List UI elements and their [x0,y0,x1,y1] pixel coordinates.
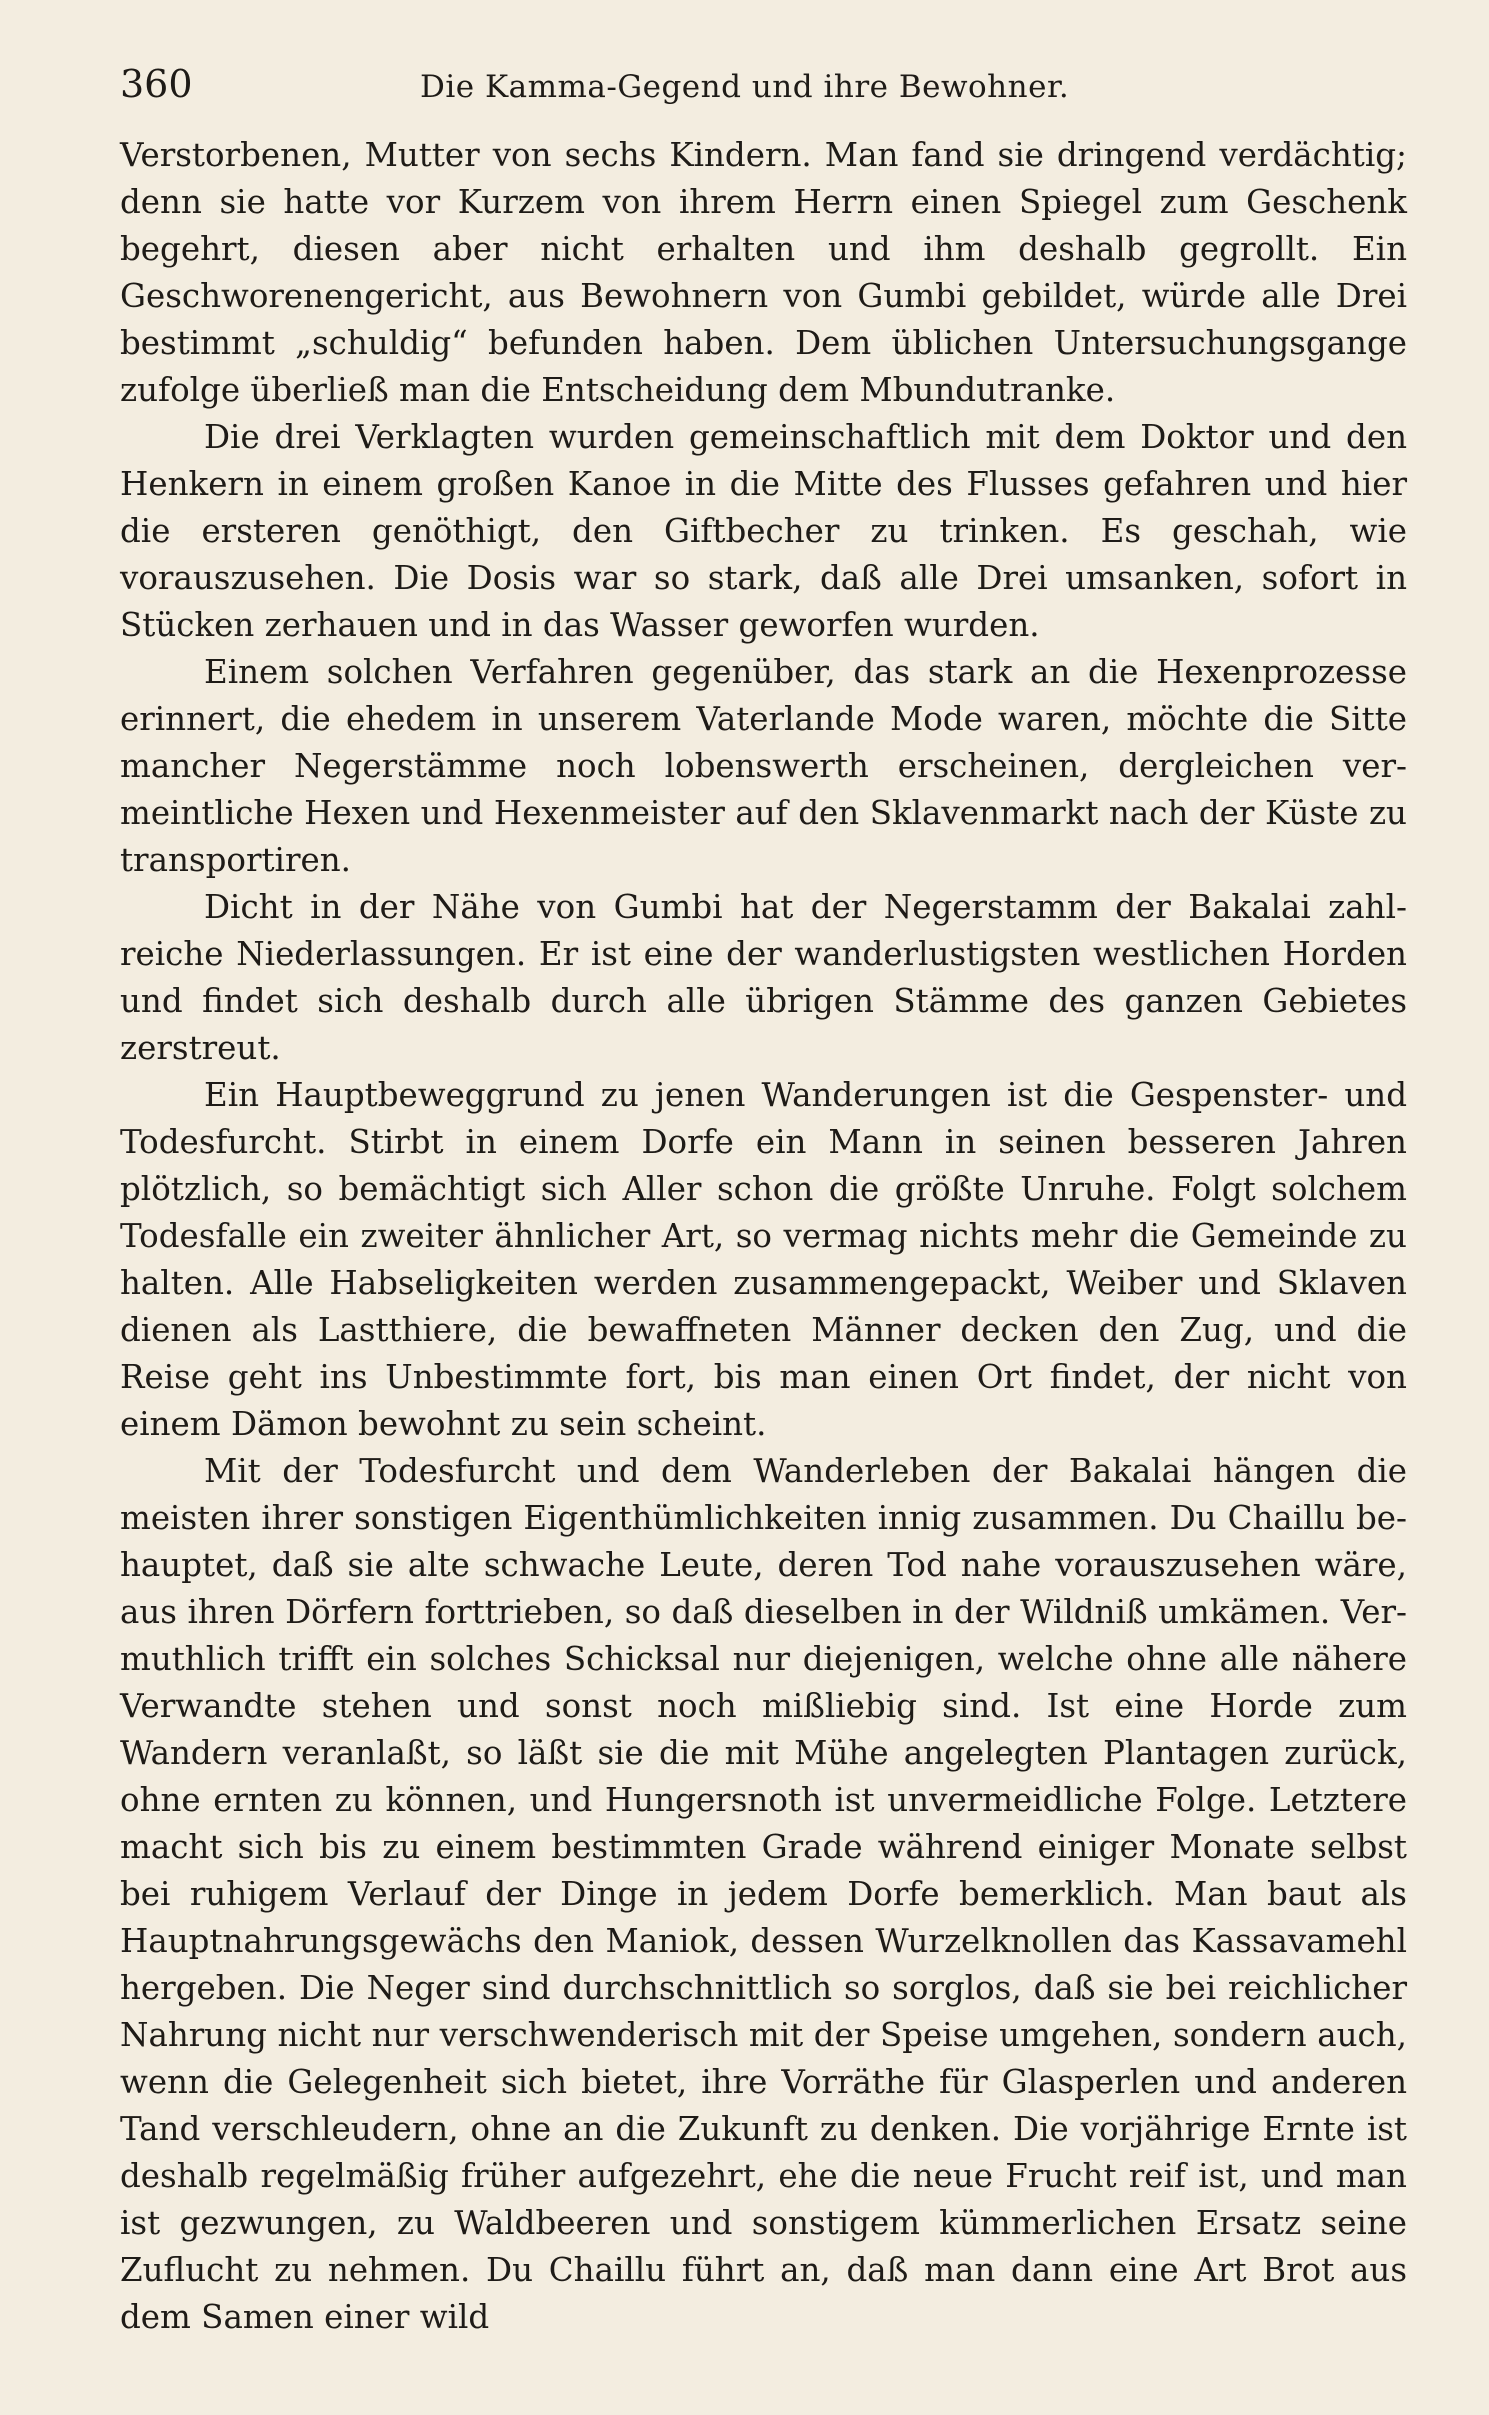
paragraph-4: Dicht in der Nähe von Gumbi hat der Negerstamm der Bakalai zahlreiche Niederlassungen. Er ist eine der wanderlustigsten westlichen Horden und findet sich deshalb durch alle übrigen Stämme des ganzen Gebietes zerstreut. [120,888,1407,1067]
paragraph-3: Einem solchen Verfahren gegenüber, das stark an die Hexenprozesse erinnert, die ehedem in unserem Vaterlande Mode waren, möchte die Sitte mancher Negerstämme noch lobenswerth erscheinen, dergleichen vermeintliche Hexen und Hexenmeister auf den Sklavenmarkt nach der Küste zu transportiren. [120,653,1407,879]
paragraph-1: Verstorbenen, Mutter von sechs Kindern. Man fand sie dringend verdächtig; denn sie hatte vor Kurzem von ihrem Herrn einen Spiegel zum Geschenk begehrt, diesen aber nicht erhalten und ihm deshalb gegrollt. Ein Geschworenengericht, aus Bewohnern von Gumbi gebildet, würde alle Drei bestimmt „schuldig“ befunden haben. Dem üblichen Untersuchungsgange zufolge überließ man die Entscheidung dem Mbundutranke. [120,136,1407,409]
paragraph-2: Die drei Verklagten wurden gemeinschaftlich mit dem Doktor und den Henkern in einem großen Kanoe in die Mitte des Flusses gefahren und hier die ersteren genöthigt, den Giftbecher zu trinken. Es geschah, wie vorauszusehen. Die Dosis war so stark, daß alle Drei umsanken, sofort in Stücken zerhauen und in das Wasser geworfen wurden. [120,418,1407,644]
paragraph-5: Ein Hauptbeweggrund zu jenen Wanderungen ist die Gespenster- und Todesfurcht. Stirbt in einem Dorfe ein Mann in seinen besseren Jahren plötzlich, so bemächtigt sich Aller schon die größte Unruhe. Folgt solchem Todesfalle ein zweiter ähnlicher Art, so vermag nichts mehr die Gemeinde zu halten. Alle Habseligkeiten werden zusammengepackt, Weiber und Sklaven dienen als Lastthiere, die bewaffneten Männer decken den Zug, und die Reise geht ins Unbestimmte fort, bis man einen Ort findet, der nicht von einem Dämon bewohnt zu sein scheint. [120,1076,1407,1443]
running-title: Die Kamma-Gegend und ihre Bewohner. [420,69,1070,105]
page-body [120,132,1407,2341]
page-number: 360 [120,62,193,106]
paragraph-6: Mit der Todesfurcht und dem Wanderleben der Bakalai hängen die meisten ihrer sonstigen Eigenthümlichkeiten innig zusammen. Du Chaillu behauptet, daß sie alte schwache Leute, deren Tod nahe vorauszusehen wäre, aus ihren Dörfern forttrieben, so daß dieselben in der Wildniß umkämen. Vermuthlich trifft ein solches Schicksal nur diejenigen, welche ohne alle nähere Verwandte stehen und sonst noch mißliebig sind. Ist eine Horde zum Wandern veranlaßt, so läßt sie die mit Mühe angelegten Plantagen zurück, ohne ernten zu können, und Hungersnoth ist unvermeidliche Folge. Letztere macht sich bis zu einem bestimmten Grade während einiger Monate selbst bei ruhigem Verlauf der Dinge in jedem Dorfe bemerklich. Man baut als Hauptnahrungsgewächs den Maniok, dessen Wurzelknollen das Kassavamehl hergeben. Die Neger sind durchschnittlich so sorglos, daß sie bei reichlicher Nahrung nicht nur verschwenderisch mit der Speise umgehen, sondern auch, wenn die Gelegenheit sich bietet, ihre Vorräthe für Glasperlen und anderen Tand verschleudern, ohne an die Zukunft zu denken. Die vorjährige Ernte ist deshalb regelmäßig früher aufgezehrt, ehe die neue Frucht reif ist, und man ist gezwungen, zu Waldbeeren und sonstigem kümmerlichen Ersatz seine Zuflucht zu nehmen. Du Chaillu führt an, daß man dann eine Art Brot aus dem Samen einer wild [120,1452,1407,2336]
page-header [120,62,1407,124]
